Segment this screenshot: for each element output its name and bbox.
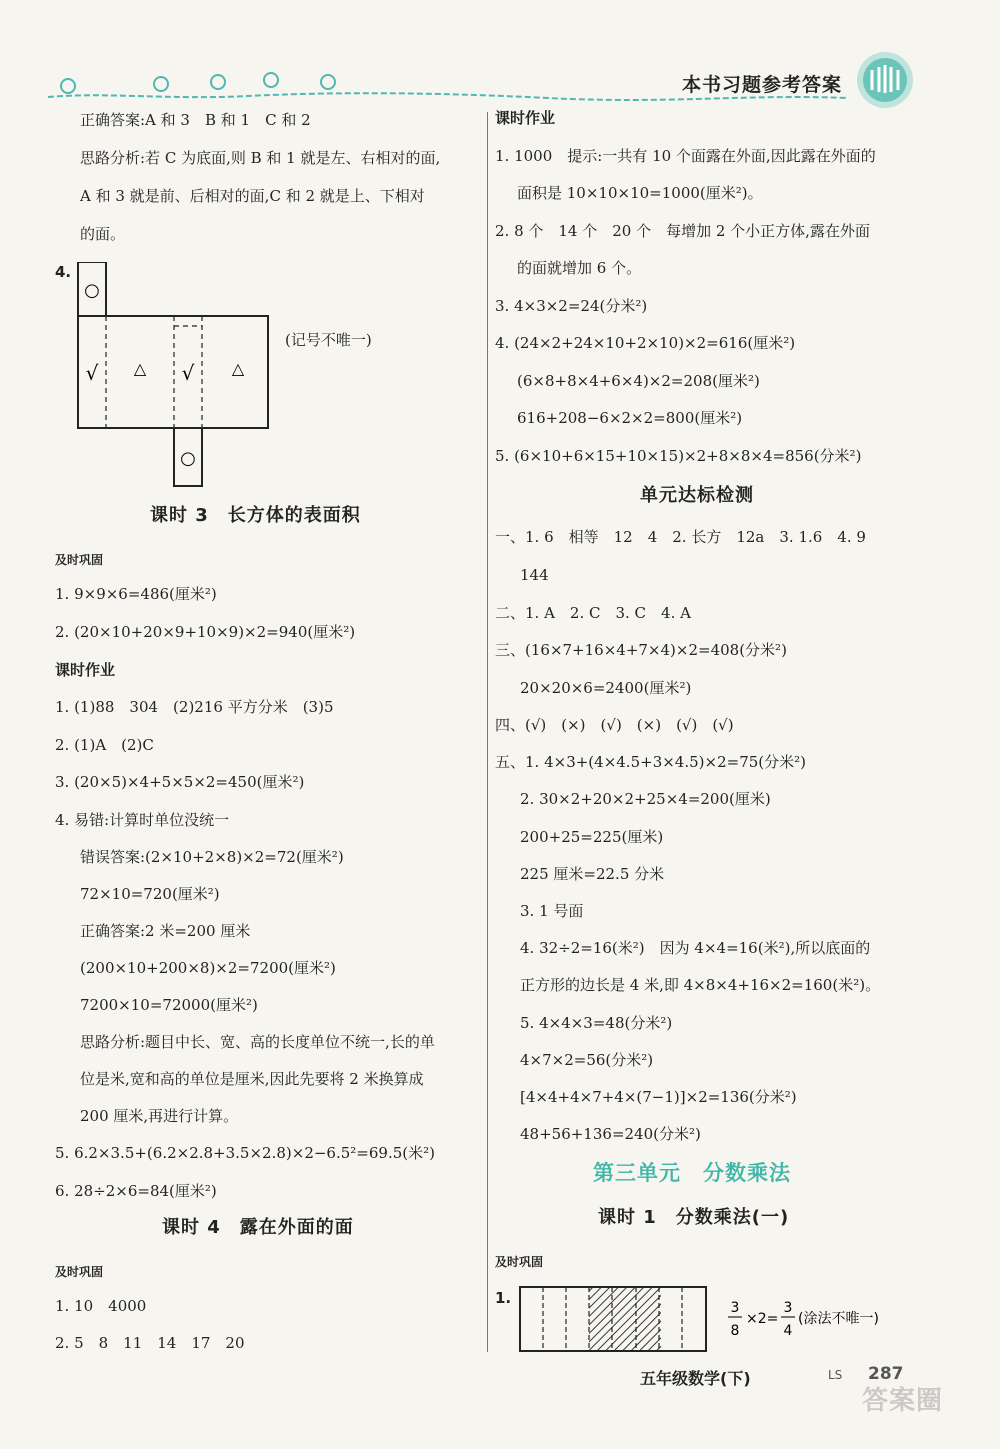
fraction-a-numerator: 3 — [730, 1300, 740, 1316]
right-line-19: 225 厘米=22.5 分米 — [520, 865, 665, 883]
net-triangle-mark-right: △ — [231, 359, 245, 378]
right-line-7: (6×8+8×4+6×4)×2=208(厘米²) — [517, 372, 760, 390]
right-line-14: 20×20×6=2400(厘米²) — [520, 679, 692, 697]
left-line-20: 6. 28÷2×6=84(厘米²) — [55, 1182, 217, 1200]
left-line-11: 错误答案:(2×10+2×8)×2=72(厘米²) — [80, 848, 344, 866]
footer-ls-label: LS — [828, 1368, 843, 1382]
right-line-2: 面积是 10×10×10=1000(厘米²)。 — [517, 184, 763, 202]
lesson3-title: 课时 3 长方体的表面积 — [150, 505, 361, 526]
net-check-mark-left: √ — [85, 361, 99, 385]
right-line-22: 正方形的边长是 4 米,即 4×8×4+16×2=160(米²)。 — [520, 976, 881, 994]
fraction-operator: ×2= — [746, 1311, 779, 1327]
right-line-13: 三、(16×7+16×4+7×4)×2=408(分米²) — [495, 641, 787, 659]
cube-net-diagram — [76, 262, 276, 488]
keshi-heading-2: 课时作业 — [495, 109, 556, 127]
left-line-14: (200×10+200×8)×2=7200(厘米²) — [80, 959, 336, 977]
left-line-16: 思路分析:题目中长、宽、高的长度单位不统一,长的单 — [80, 1033, 435, 1051]
right-line-3: 2. 8 个 14 个 20 个 每增加 2 个小正方体,露在外面 — [495, 222, 870, 240]
net-circle-mark-bottom: ○ — [180, 448, 196, 469]
jishi-heading-1: 及时巩固 — [55, 553, 104, 567]
right-line-23: 5. 4×4×3=48(分米²) — [520, 1014, 673, 1032]
left-line-10: 4. 易错:计算时单位没统一 — [55, 811, 230, 829]
left-line-6: 2. (20×10+20×9+10×9)×2=940(厘米²) — [55, 623, 356, 641]
left-line-8: 2. (1)A (2)C — [55, 736, 154, 754]
left-line-12: 72×10=720(厘米²) — [80, 885, 220, 903]
watermark-text: 答案圈 — [862, 1386, 944, 1416]
net-triangle-mark-left: △ — [133, 359, 147, 378]
left-line-7: 1. (1)88 304 (2)216 平方分米 (3)5 — [55, 698, 334, 716]
left-line-22: 2. 5 8 11 14 17 20 — [55, 1334, 245, 1352]
q4-number: 4. — [55, 263, 72, 281]
right-line-5: 3. 4×3×2=24(分米²) — [495, 297, 648, 315]
left-line-9: 3. (20×5)×4+5×5×2=450(厘米²) — [55, 773, 305, 791]
right-line-18: 200+25=225(厘米) — [520, 828, 664, 846]
right-line-16: 五、1. 4×3+(4×4.5+3×4.5)×2=75(分米²) — [495, 753, 806, 771]
net-circle-mark-top: ○ — [84, 280, 100, 301]
right-line-20: 3. 1 号面 — [520, 902, 584, 920]
left-line-5: 1. 9×9×6=486(厘米²) — [55, 585, 217, 603]
jishi-heading-3: 及时巩固 — [495, 1255, 544, 1269]
fraction-bar-diagram — [518, 1285, 708, 1355]
column-divider — [487, 112, 488, 1352]
footer-grade-label: 五年级数学(下) — [640, 1369, 751, 1388]
header-title: 本书习题参考答案 — [682, 74, 843, 96]
lesson4-title: 课时 4 露在外面的面 — [162, 1217, 354, 1238]
right-line-4: 的面就增加 6 个。 — [517, 259, 642, 277]
fraction-a-denominator: 8 — [730, 1323, 740, 1339]
jishi-heading-2: 及时巩固 — [55, 1265, 104, 1279]
left-line-1: 正确答案:A 和 3 B 和 1 C 和 2 — [80, 111, 311, 129]
left-line-4: 的面。 — [80, 225, 126, 243]
right-line-10: 一、1. 6 相等 12 4 2. 长方 12a 3. 1.6 4. 9 — [495, 528, 866, 546]
unit-test-title: 单元达标检测 — [640, 485, 754, 506]
fraction-note: (涂法不唯一) — [798, 1311, 879, 1327]
right-line-15: 四、(√) (×) (√) (×) (√) (√) — [495, 716, 734, 734]
left-line-19: 5. 6.2×3.5+(6.2×2.8+3.5×2.8)×2−6.5²=69.5(米²) — [55, 1144, 435, 1162]
right-line-6: 4. (24×2+24×10+2×10)×2=616(厘米²) — [495, 334, 796, 352]
right-line-1: 1. 1000 提示:一共有 10 个面露在外面,因此露在外面的 — [495, 147, 876, 165]
shaded-parts — [589, 1287, 661, 1351]
page-number: 287 — [868, 1364, 904, 1384]
net-check-mark-right: √ — [181, 361, 195, 385]
right-line-26: 48+56+136=240(分米²) — [520, 1125, 701, 1143]
fraction-b-numerator: 3 — [783, 1300, 793, 1316]
left-line-18: 200 厘米,再进行计算。 — [80, 1107, 239, 1125]
left-line-13: 正确答案:2 米=200 厘米 — [80, 922, 251, 940]
q1-number: 1. — [495, 1289, 512, 1307]
keshi-heading-1: 课时作业 — [55, 661, 116, 679]
fraction-equation — [726, 1295, 926, 1345]
unit3-title: 第三单元 分数乘法 — [593, 1161, 791, 1185]
lesson1-title: 课时 1 分数乘法(一) — [598, 1207, 790, 1228]
q4-note: (记号不唯一) — [285, 331, 372, 349]
left-line-3: A 和 3 就是前、后相对的面,C 和 2 就是上、下相对 — [80, 187, 425, 205]
left-line-17: 位是米,宽和高的单位是厘米,因此先要将 2 米换算成 — [80, 1070, 424, 1088]
fraction-b-denominator: 4 — [783, 1323, 793, 1339]
right-line-9: 5. (6×10+6×15+10×15)×2+8×8×4=856(分米²) — [495, 447, 862, 465]
right-line-24: 4×7×2=56(分米²) — [520, 1051, 654, 1069]
right-line-17: 2. 30×2+20×2+25×4=200(厘米) — [520, 790, 771, 808]
right-line-8: 616+208−6×2×2=800(厘米²) — [517, 409, 743, 427]
right-line-11: 144 — [520, 566, 549, 584]
left-line-2: 思路分析:若 C 为底面,则 B 和 1 就是左、右相对的面, — [80, 149, 441, 167]
right-line-25: [4×4+4×7+4×(7−1)]×2=136(分米²) — [520, 1088, 797, 1106]
left-line-21: 1. 10 4000 — [55, 1297, 147, 1315]
right-line-21: 4. 32÷2=16(米²) 因为 4×4=16(米²),所以底面的 — [520, 939, 871, 957]
left-line-15: 7200×10=72000(厘米²) — [80, 996, 258, 1014]
right-line-12: 二、1. A 2. C 3. C 4. A — [495, 604, 691, 622]
book-logo-icon — [855, 50, 915, 110]
